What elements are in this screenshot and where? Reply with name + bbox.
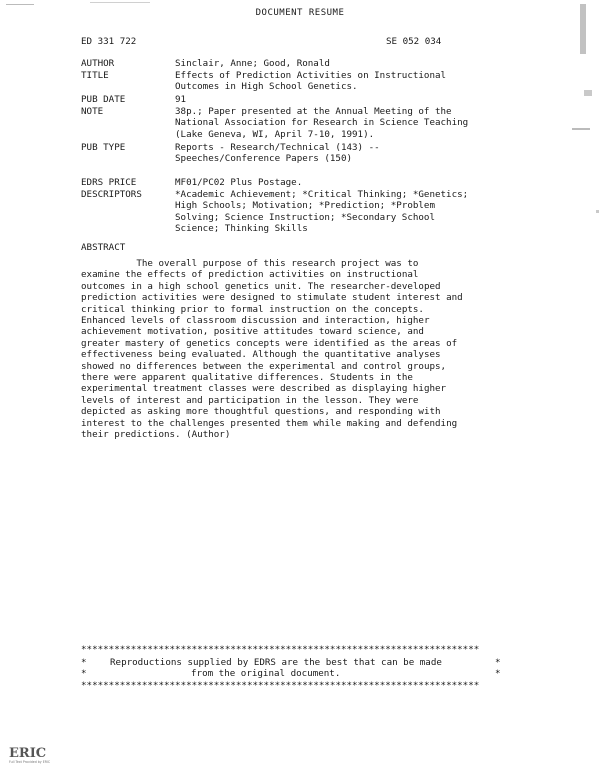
field-line: National Association for Research in Science Teaching bbox=[175, 117, 469, 129]
scan-artifact bbox=[90, 2, 150, 3]
abstract-line: there were apparent qualitative differences. Students in the bbox=[81, 372, 413, 384]
ed-number: ED 331 722 bbox=[81, 36, 137, 47]
field-value bbox=[175, 58, 575, 69]
field-line: *Academic Achievement; *Critical Thinking; *Genetics; bbox=[175, 189, 469, 200]
se-number: SE 052 034 bbox=[386, 36, 442, 47]
field-line: Speeches/Conference Papers (150) bbox=[175, 153, 353, 165]
field-line: 38p.; Paper presented at the Annual Meeting of the bbox=[175, 106, 452, 117]
scan-artifact bbox=[572, 128, 590, 130]
field-line: Science; Thinking Skills bbox=[175, 223, 308, 235]
abstract-line: their predictions. (Author) bbox=[81, 429, 231, 441]
field-line: Effects of Prediction Activities on Instructional bbox=[175, 70, 447, 81]
field-label: EDRS PRICE bbox=[81, 177, 137, 188]
field-value bbox=[175, 142, 575, 165]
field-line: (Lake Geneva, WI, April 7-10, 1991). bbox=[175, 128, 375, 140]
field-label: PUB DATE bbox=[81, 94, 126, 105]
abstract-line: experimental treatment classes were described as displaying higher bbox=[81, 383, 447, 395]
abstract-line: outcomes in a high school genetics unit. The researcher-developed bbox=[81, 280, 441, 292]
abstract-line: The overall purpose of this research project was to bbox=[81, 258, 419, 269]
asterisk-border-right: * bbox=[495, 657, 501, 668]
field-line: 91 bbox=[175, 94, 187, 105]
scan-artifact bbox=[6, 4, 34, 5]
field-line: Outcomes in High School Genetics. bbox=[175, 81, 358, 93]
abstract-body bbox=[81, 258, 511, 441]
abstract-line: levels of interest and participation in the lesson. They were bbox=[81, 394, 419, 406]
field-line: Solving; Science Instruction; *Secondary School bbox=[175, 211, 435, 223]
abstract-line: greater mastery of genetics concepts were identified as the areas of bbox=[81, 337, 458, 349]
abstract-line: effectiveness being evaluated. Although the quantitative analyses bbox=[81, 349, 441, 361]
field-value bbox=[175, 177, 575, 188]
asterisk-border-bottom: ************************************************************************ bbox=[81, 680, 480, 691]
abstract-line: critical thinking prior to formal instruction on the concepts. bbox=[81, 303, 424, 315]
eric-logo-icon bbox=[8, 740, 51, 764]
field-line: High Schools; Motivation; *Prediction; *Problem bbox=[175, 200, 435, 212]
field-line: MF01/PC02 Plus Postage. bbox=[175, 177, 303, 188]
field-label: NOTE bbox=[81, 106, 104, 117]
document-title: DOCUMENT RESUME bbox=[255, 8, 345, 18]
abstract-heading: ABSTRACT bbox=[81, 242, 126, 253]
field-line: Reports - Research/Technical (143) -- bbox=[175, 142, 380, 153]
reproduction-note-line2: from the original document. bbox=[191, 668, 341, 679]
scan-artifact bbox=[580, 4, 586, 54]
field-value bbox=[175, 94, 575, 105]
field-value bbox=[175, 70, 575, 93]
field-label: DESCRIPTORS bbox=[81, 189, 142, 200]
abstract-line: prediction activities were designed to stimulate student interest and bbox=[81, 292, 463, 304]
scan-artifact bbox=[596, 210, 599, 213]
field-label: PUB TYPE bbox=[81, 142, 126, 153]
field-label: TITLE bbox=[81, 70, 109, 81]
abstract-line: Enhanced levels of classroom discussion and interaction, higher bbox=[81, 315, 430, 327]
field-label: AUTHOR bbox=[81, 58, 115, 69]
reproduction-note-line1: Reproductions supplied by EDRS are the best that can be made bbox=[110, 657, 442, 668]
asterisk-border-left: * bbox=[81, 657, 87, 668]
field-value bbox=[175, 106, 575, 140]
abstract-line: interest to the challenges presented them while making and defending bbox=[81, 417, 458, 429]
scan-artifact bbox=[584, 90, 592, 96]
abstract-line: examine the effects of prediction activities on instructional bbox=[81, 269, 419, 281]
svg-text:ERIC: ERIC bbox=[9, 746, 47, 761]
field-value bbox=[175, 189, 575, 235]
abstract-line: depicted as asking more thoughtful questions, and responding with bbox=[81, 406, 441, 418]
asterisk-border-top: ************************************************************************ bbox=[81, 644, 480, 655]
abstract-line: showed no differences between the experimental and control groups, bbox=[81, 360, 447, 372]
asterisk-border-right: * bbox=[495, 668, 501, 679]
abstract-line: achievement motivation, positive attitudes toward science, and bbox=[81, 326, 424, 338]
svg-text:Full Text Provided by ERIC: Full Text Provided by ERIC bbox=[9, 760, 51, 764]
field-line: Sinclair, Anne; Good, Ronald bbox=[175, 58, 330, 69]
asterisk-border-left: * bbox=[81, 668, 87, 679]
